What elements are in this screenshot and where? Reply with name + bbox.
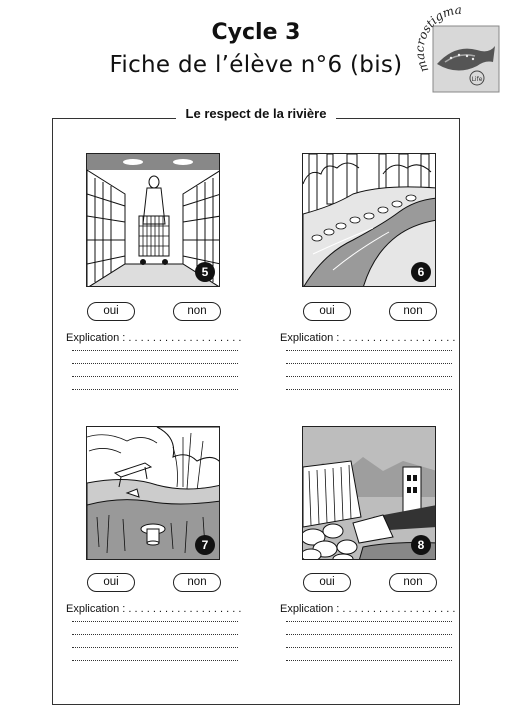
answer-line[interactable] <box>286 354 452 364</box>
answer-line[interactable] <box>72 354 238 364</box>
answer-line[interactable] <box>72 367 238 377</box>
oui-button-5[interactable]: oui <box>87 302 135 321</box>
answer-line[interactable] <box>72 638 238 648</box>
non-button-6[interactable]: non <box>389 302 437 321</box>
picture-number-badge: 8 <box>411 535 431 555</box>
answer-line[interactable] <box>286 638 452 648</box>
answer-line[interactable] <box>286 367 452 377</box>
oui-button-7[interactable]: oui <box>87 573 135 592</box>
answer-line[interactable] <box>72 380 238 390</box>
page-subtitle: Fiche de l’élève n°6 (bis) <box>109 52 403 78</box>
answer-line[interactable] <box>72 341 238 351</box>
macrostigma-logo <box>415 6 507 98</box>
logo-text: m ostigma <box>415 6 463 75</box>
oui-button-8[interactable]: oui <box>303 573 351 592</box>
non-button-5[interactable]: non <box>173 302 221 321</box>
answer-line[interactable] <box>286 380 452 390</box>
page-title: Cycle 3 <box>211 20 301 45</box>
explication-label-5: Explication : . . . . . . . . . . . . . . . . . . . <box>66 332 242 344</box>
section-title: Le respect de la rivière <box>0 106 512 121</box>
answer-line[interactable] <box>286 612 452 622</box>
illustration-5-supermarket <box>86 153 220 287</box>
oui-button-6[interactable]: oui <box>303 302 351 321</box>
illustration-6-river-forest <box>302 153 436 287</box>
picture-number-badge: 7 <box>195 535 215 555</box>
non-button-8[interactable]: non <box>389 573 437 592</box>
picture-number-badge: 5 <box>195 262 215 282</box>
answer-line[interactable] <box>72 625 238 635</box>
explication-label-6: Explication : . . . . . . . . . . . . . . . . . . . <box>280 332 456 344</box>
answer-line[interactable] <box>286 651 452 661</box>
answer-line[interactable] <box>72 651 238 661</box>
picture-number-badge: 6 <box>411 262 431 282</box>
illustration-8-dam-buildings <box>302 426 436 560</box>
non-button-7[interactable]: non <box>173 573 221 592</box>
answer-line[interactable] <box>72 612 238 622</box>
answer-line[interactable] <box>286 341 452 351</box>
logo-life-text: Life <box>471 76 483 83</box>
explication-label-8: Explication : . . . . . . . . . . . . . . . . . . . <box>280 603 456 615</box>
answer-line[interactable] <box>286 625 452 635</box>
illustration-7-polluted-bank <box>86 426 220 560</box>
explication-label-7: Explication : . . . . . . . . . . . . . . . . . . . <box>66 603 242 615</box>
